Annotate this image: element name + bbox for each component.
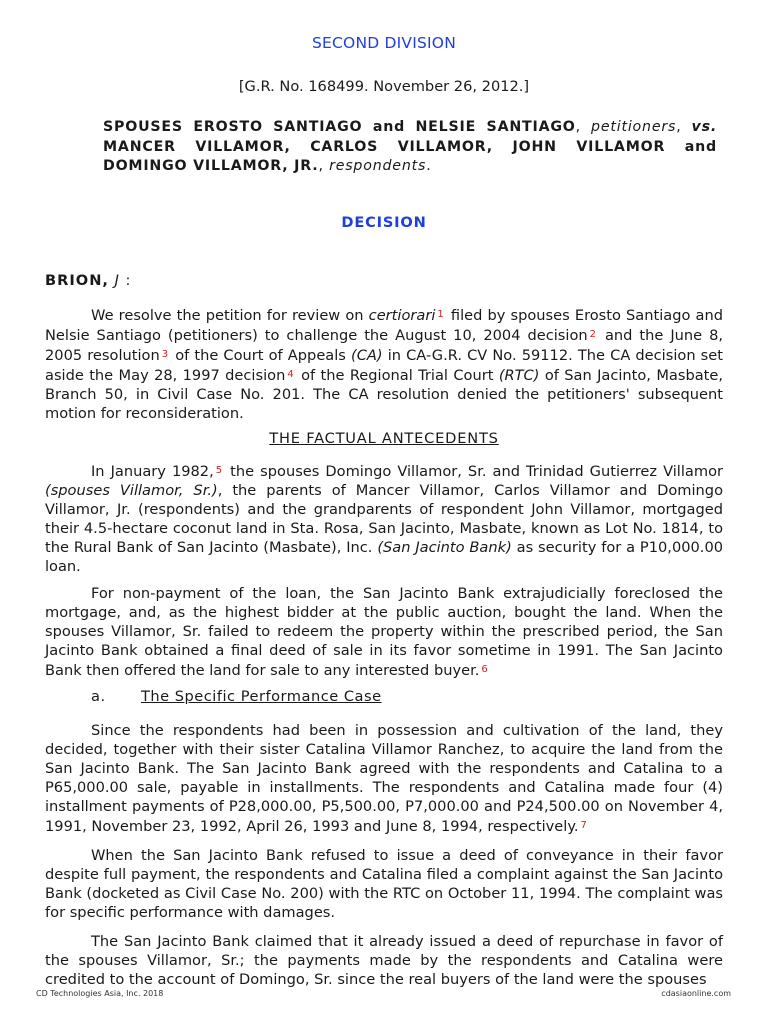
p2-italic-2: (San Jacinto Bank): [377, 539, 512, 556]
footnote-link-3[interactable]: 3: [161, 349, 169, 360]
p1-certiorari: certiorari: [368, 307, 436, 324]
p1-rtc: (RTC): [498, 367, 540, 384]
paragraph-1: [45, 305, 723, 423]
p6-text-1: The San Jacinto Bank claimed that it already issued a deed of repurchase in favor of the spouses Villamor, Sr.; the payments made by the respondents and Catalina were credited to the account of Domingo, Sr. since the real buyers of the land were the spouses: [45, 933, 723, 988]
p2-text-4: as security for a P10,000.00 loan.: [45, 539, 724, 575]
ponente-title: J: [114, 272, 120, 289]
respondents-role: respondents: [329, 158, 427, 174]
footnote-link-4[interactable]: 4: [287, 369, 294, 380]
ponente-colon: :: [119, 272, 132, 289]
p2-text-1: In January 1982,: [91, 463, 214, 480]
footnote-link-5[interactable]: 5: [215, 465, 223, 476]
p4-text-1: Since the respondents had been in possession and cultivation of the land, they decided, together with their sister Catalina Villamor Ranchez, to acquire the land from the San Jacinto Bank. The San Jacinto Bank agreed with the respondents and Catalina to a P65,000.00 sale, payable in installments. The respondents and Catalina made four (4) installment payments of P28,000.00, P5,500.00, P7,000.00 and P24,500.00 on November 4, 1991, November 23, 1992, April 26, 1993 and June 8, 1994, respectively.: [45, 722, 723, 835]
petitioners-names: SPOUSES EROSTO SANTIAGO and NELSIE SANTIAGO: [103, 119, 576, 135]
petitioners-role: petitioners: [591, 119, 677, 135]
p1-text-3: and the June 8, 2005 resolution: [45, 327, 723, 364]
p2-text-3: , the parents of Mancer Villamor, Carlos Villamor and Domingo Villamor, Jr. (respondents) and the grandparents of respondent John Villamor, mortgaged their 4.5-hectare coconut land in Sta. Rosa, San Jacinto, Masbate, known as Lot No. 1814, to the Rural Bank of San Jacinto (Masbate), Inc.: [45, 482, 723, 556]
decision-title: DECISION: [341, 214, 427, 231]
paragraph-3: [45, 584, 723, 680]
ponente: [45, 272, 131, 289]
subheading-title: The Specific Performance Case: [141, 688, 382, 705]
footnote-link-2[interactable]: 2: [589, 329, 596, 340]
respondents-names: MANCER VILLAMOR, CARLOS VILLAMOR, JOHN VILLAMOR and DOMINGO VILLAMOR, JR.: [103, 138, 717, 174]
footer-publisher: CD Technologies Asia, Inc. 2018: [36, 989, 164, 998]
p1-text-4: of the Court of Appeals: [170, 347, 352, 364]
paragraph-5: [45, 846, 723, 922]
p5-text-1: When the San Jacinto Bank refused to issue a deed of conveyance in their favor despite full payment, the respondents and Catalina filed a complaint against the San Jacinto Bank (docketed as Civil Case No. 200) with the RTC on October 11, 1994. The complaint was for specific performance with damages.: [45, 847, 723, 921]
footnote-link-1[interactable]: 1: [437, 309, 444, 320]
paragraph-4: [45, 721, 723, 836]
division-heading: SECOND DIVISION: [312, 34, 456, 52]
p3-text-1: For non-payment of the loan, the San Jacinto Bank extrajudicially foreclosed the mortgage, and, as the highest bidder at the public auction, bought the land. When the spouses Villamor, Sr. failed to redeem the property within the prescribed period, the San Jacinto Bank obtained a final deed of sale in its favor sometime in 1991. The San Jacinto Bank then offered the land for sale to any interested buyer.: [45, 585, 723, 679]
ponente-name: BRION,: [45, 272, 109, 289]
versus: vs.: [691, 119, 718, 135]
case-parties: SPOUSES EROSTO SANTIAGO and NELSIE SANTIAGO, petitioners, vs. MANCER VILLAMOR, CARLOS VILLAMOR, JOHN VILLAMOR and DOMINGO VILLAMOR, JR., respondents.: [103, 119, 718, 174]
factual-antecedents-heading: THE FACTUAL ANTECEDENTS: [269, 430, 499, 447]
footer-site[interactable]: cdasiaonline.com: [661, 989, 731, 998]
p1-ca: (CA): [351, 347, 383, 364]
p1-text-6: of the Regional Trial Court: [295, 367, 499, 384]
p1-text-7: of San Jacinto, Masbate, Branch 50, in Civil Case No. 201. The CA resolution denied the petitioners' subsequent motion for reconsideration.: [45, 367, 724, 422]
p2-italic-1: (spouses Villamor, Sr.): [45, 482, 218, 499]
p1-text-1: We resolve the petition for review on: [91, 307, 369, 324]
p2-text-2: the spouses Domingo Villamor, Sr. and Trinidad Gutierrez Villamor: [224, 463, 723, 480]
p1-text-5: in CA-G.R. CV No. 59112. The CA decision set aside the May 28, 1997 decision: [45, 347, 723, 384]
subheading-letter: a.: [91, 688, 106, 705]
gr-number: [G.R. No. 168499. November 26, 2012.]: [238, 78, 530, 95]
p1-text-2: filed by spouses Erosto Santiago and Nelsie Santiago (petitioners) to challenge the August 10, 2004 decision: [45, 307, 723, 344]
paragraph-2: [45, 461, 723, 576]
footnote-link-6[interactable]: 6: [481, 664, 488, 675]
subheading-a: [91, 688, 691, 705]
paragraph-6: [45, 932, 723, 989]
footnote-link-7[interactable]: 7: [580, 820, 587, 831]
